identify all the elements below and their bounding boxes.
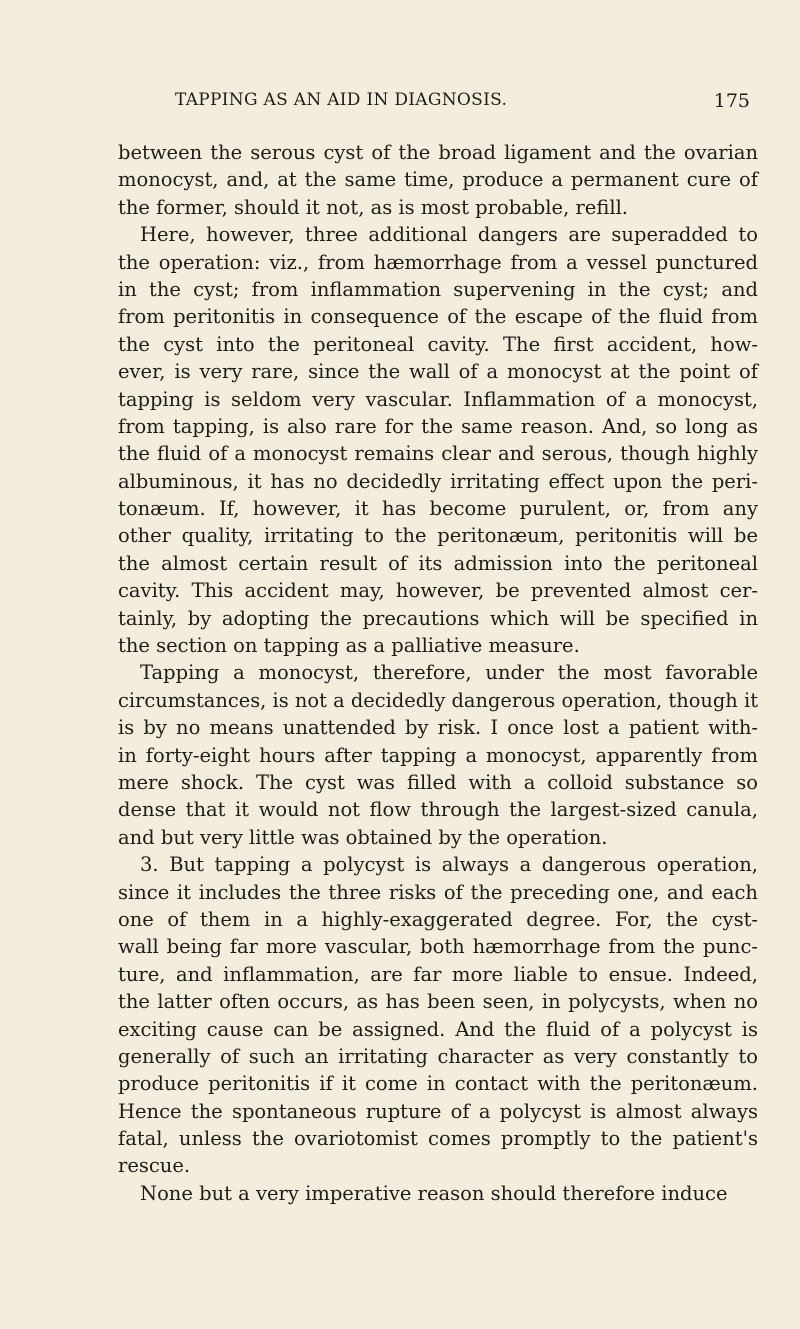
text-line: tapping is seldom very vascular. Inflammation of a monocyst, [118,387,758,411]
running-title: TAPPING AS AN AID IN DIAGNOSIS. [175,90,508,110]
running-header [120,90,750,118]
text-line: exciting cause can be assigned. And the fluid of a polycyst is [118,1017,758,1041]
text-line: fatal, unless the ovariotomist comes promptly to the patient's [118,1127,758,1151]
text-line: rescue. [118,1154,191,1178]
text-line: ture, and inflammation, are far more liable to ensue. Indeed, [118,962,758,986]
text-line: between the serous cyst of the broad ligament and the ovarian [118,141,758,164]
text-line: Tapping a monocyst, therefore, under the most favorable [140,661,758,685]
text-line: wall being far more vascular, both hæmorrhage from the punc- [118,935,758,959]
text-line: other quality, irritating to the peritonæum, peritonitis will be [118,524,758,548]
text-line: tainly, by adopting the precautions which will be specified in [118,606,758,630]
text-line: is by no means unattended by risk. I once lost a patient with- [118,716,758,740]
text-line: None but a very imperative reason should therefore induce [140,1181,728,1205]
text-line: produce peritonitis if it come in contact with the peritonæum. [118,1072,758,1096]
text-line: the almost certain result of its admission into the peritoneal [118,551,758,575]
text-line: circumstances, is not a decidedly dangerous operation, though it [118,688,758,712]
text-line: in forty-eight hours after tapping a monocyst, apparently from [118,743,758,767]
text-line: since it includes the three risks of the preceding one, and each [118,880,758,904]
text-line: one of them in a highly-exaggerated degree. For, the cyst- [118,907,758,931]
text-line: dense that it would not flow through the largest-sized canula, [118,798,758,822]
text-line: Here, however, three additional dangers are superadded to [140,223,758,247]
text-line: 3. But tapping a polycyst is always a dangerous operation, [140,853,758,877]
text-line: the former, should it not, as is most probable, refill. [118,195,628,219]
text-line: ever, is very rare, since the wall of a monocyst at the point of [118,360,758,384]
text-line: monocyst, and, at the same time, produce a permanent cure of [118,168,758,192]
text-line: from peritonitis in consequence of the escape of the fluid from [118,305,758,329]
text-line: mere shock. The cyst was filled with a colloid substance so [118,770,758,794]
body-text [118,139,758,1207]
text-line: the cyst into the peritoneal cavity. The first accident, how- [118,332,758,356]
text-line: and but very little was obtained by the operation. [118,825,608,849]
text-line: the latter often occurs, as has been seen, in polycysts, when no [118,990,758,1014]
text-line: generally of such an irritating character as very constantly to [118,1044,758,1068]
text-line: Hence the spontaneous rupture of a polycyst is almost always [118,1099,758,1123]
page-number: 175 [713,90,750,112]
text-line: from tapping, is also rare for the same reason. And, so long as [118,414,758,438]
text-line: albuminous, it has no decidedly irritating effect upon the peri- [118,469,758,493]
text-line: tonæum. If, however, it has become purulent, or, from any [118,497,758,521]
text-line: in the cyst; from inflammation supervening in the cyst; and [118,277,758,301]
text-line: the section on tapping as a palliative measure. [118,634,580,658]
text-line: the operation: viz., from hæmorrhage from a vessel punctured [118,250,758,274]
text-line: cavity. This accident may, however, be prevented almost cer- [118,579,758,603]
text-line: the fluid of a monocyst remains clear and serous, though highly [118,442,758,466]
